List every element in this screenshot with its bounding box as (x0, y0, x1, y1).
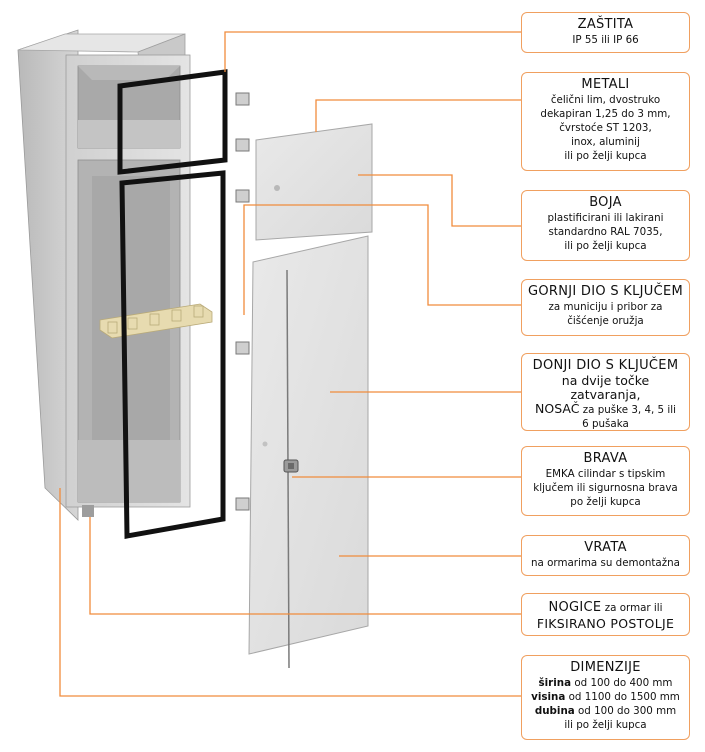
donji-line1: na dvije točke zatvaranja, (561, 373, 650, 402)
cabinet-body (18, 30, 190, 520)
label-boja (521, 190, 690, 261)
brava-line: po želji kupca (570, 496, 641, 508)
sirina-value: od 100 do 400 mm (571, 677, 673, 689)
dimenzije-last: ili po želji kupca (564, 719, 647, 731)
vrata-body: na ormarima su demontažna (531, 557, 680, 569)
nosac-rest: za puške 3, 4, 5 ili (579, 404, 676, 416)
boja-line: standardno RAL 7035, (548, 226, 663, 238)
boja-title: BOJA (589, 195, 622, 210)
label-donji-dio (521, 353, 690, 431)
visina-value: od 1100 do 1500 mm (565, 691, 680, 703)
sirina-label: širina (538, 677, 572, 689)
zastita-body: IP 55 ili IP 66 (572, 34, 639, 46)
vrata-title: VRATA (584, 540, 627, 555)
label-dimenzije (521, 655, 690, 740)
visina-label: visina (531, 691, 566, 703)
nogice-line2: FIKSIRANO POSTOLJE (536, 616, 675, 631)
nogice-word: NOGICE (548, 600, 602, 615)
hinge-icons (236, 93, 249, 510)
gornji-line: čišćenje oružja (567, 315, 644, 327)
label-gornji-dio (521, 279, 690, 336)
nosac-word: NOSAČ (535, 401, 580, 416)
boja-line: plastificirani ili lakirani (547, 212, 664, 224)
cylinder-lock-icon (284, 460, 298, 472)
label-zastita (521, 12, 690, 53)
zastita-title: ZAŠTITA (577, 17, 634, 32)
nogice-rest: za ormar ili (601, 602, 663, 614)
brava-line: EMKA cilindar s tipskim (545, 468, 666, 480)
gornji-line: za municiju i pribor za (548, 301, 663, 313)
dubina-value: od 100 do 300 mm (574, 705, 677, 717)
donji-title: DONJI DIO S KLJUČEM (532, 358, 679, 373)
label-brava (521, 446, 690, 516)
label-vrata (521, 535, 690, 576)
metali-line: ili po želji kupca (564, 150, 647, 162)
donji-line3: 6 pušaka (582, 418, 629, 430)
label-metali (521, 72, 690, 171)
upper-door-panel (256, 124, 372, 240)
dimenzije-title: DIMENZIJE (570, 660, 641, 675)
gornji-title: GORNJI DIO S KLJUČEM (527, 284, 684, 299)
brava-line: ključem ili sigurnosna brava (533, 482, 678, 494)
label-nogice (521, 593, 690, 636)
metali-line: čelični lim, dvostruko (550, 94, 661, 106)
brava-title: BRAVA (583, 451, 628, 466)
dubina-label: dubina (534, 705, 575, 717)
metali-line: inox, aluminij (571, 136, 640, 148)
metali-line: čvrstoće ST 1203, (559, 122, 652, 134)
metali-title: METALI (581, 77, 630, 92)
boja-line: ili po želji kupca (564, 240, 647, 252)
metali-line: dekapiran 1,25 do 3 mm, (540, 108, 671, 120)
upper-lock-icon (274, 185, 280, 191)
